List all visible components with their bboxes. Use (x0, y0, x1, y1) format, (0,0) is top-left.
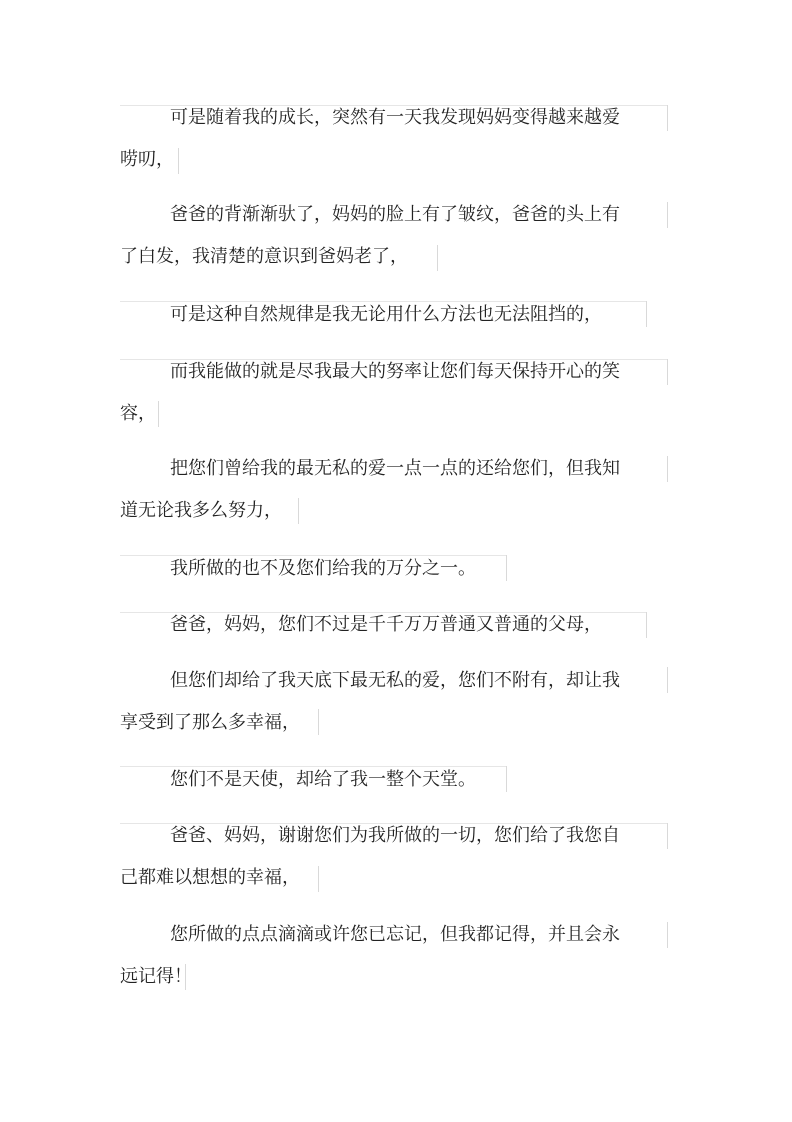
paragraph-line: 爸爸、妈妈，谢谢您们为我所做的一切，您们给了我您自 (170, 825, 620, 846)
paragraph-line: 了白发，我清楚的意识到爸妈老了， (120, 246, 408, 267)
paragraph-line: 唠叨， (120, 149, 174, 170)
paragraph (120, 914, 668, 998)
paragraph (120, 660, 668, 744)
paragraph-line: 而我能做的就是尽我最大的努率让您们每天保持开心的笑 (170, 361, 620, 382)
paragraph (120, 351, 668, 435)
paragraph (120, 97, 668, 181)
paragraph-line: 我所做的也不及您们给我的万分之一。 (170, 558, 476, 579)
paragraph (120, 759, 668, 801)
paragraph (120, 815, 668, 899)
paragraph (120, 194, 668, 278)
paragraph-line: 己都难以想想的幸福， (120, 867, 300, 888)
paragraph-line: 可是随着我的成长，突然有一天我发现妈妈变得越来越爱 (170, 107, 620, 128)
paragraph (120, 294, 668, 336)
paragraph-line: 享受到了那么多幸福， (120, 712, 300, 733)
paragraph-line: 可是这种自然规律是我无论用什么方法也无法阻挡的， (170, 304, 602, 325)
paragraph-line: 容， (120, 403, 156, 424)
paragraph (120, 604, 668, 646)
paragraph-line: 但您们却给了我天底下最无私的爱，您们不附有，却让我 (170, 670, 620, 691)
paragraph (120, 548, 668, 590)
paragraph-line: 道无论我多么努力， (120, 500, 282, 521)
paragraph-line: 把您们曾给我的最无私的爱一点一点的还给您们，但我知 (170, 458, 620, 479)
paragraph-line: 您们不是天使，却给了我一整个天堂。 (170, 769, 476, 790)
paragraph (120, 448, 668, 532)
paragraph-line: 您所做的点点滴滴或许您已忘记，但我都记得，并且会永 (170, 924, 620, 945)
paragraph-line: 爸爸，妈妈，您们不过是千千万万普通又普通的父母， (170, 614, 602, 635)
paragraph-line: 爸爸的背渐渐驮了，妈妈的脸上有了皱纹，爸爸的头上有 (170, 204, 620, 225)
paragraph-line: 远记得！ (120, 966, 192, 987)
